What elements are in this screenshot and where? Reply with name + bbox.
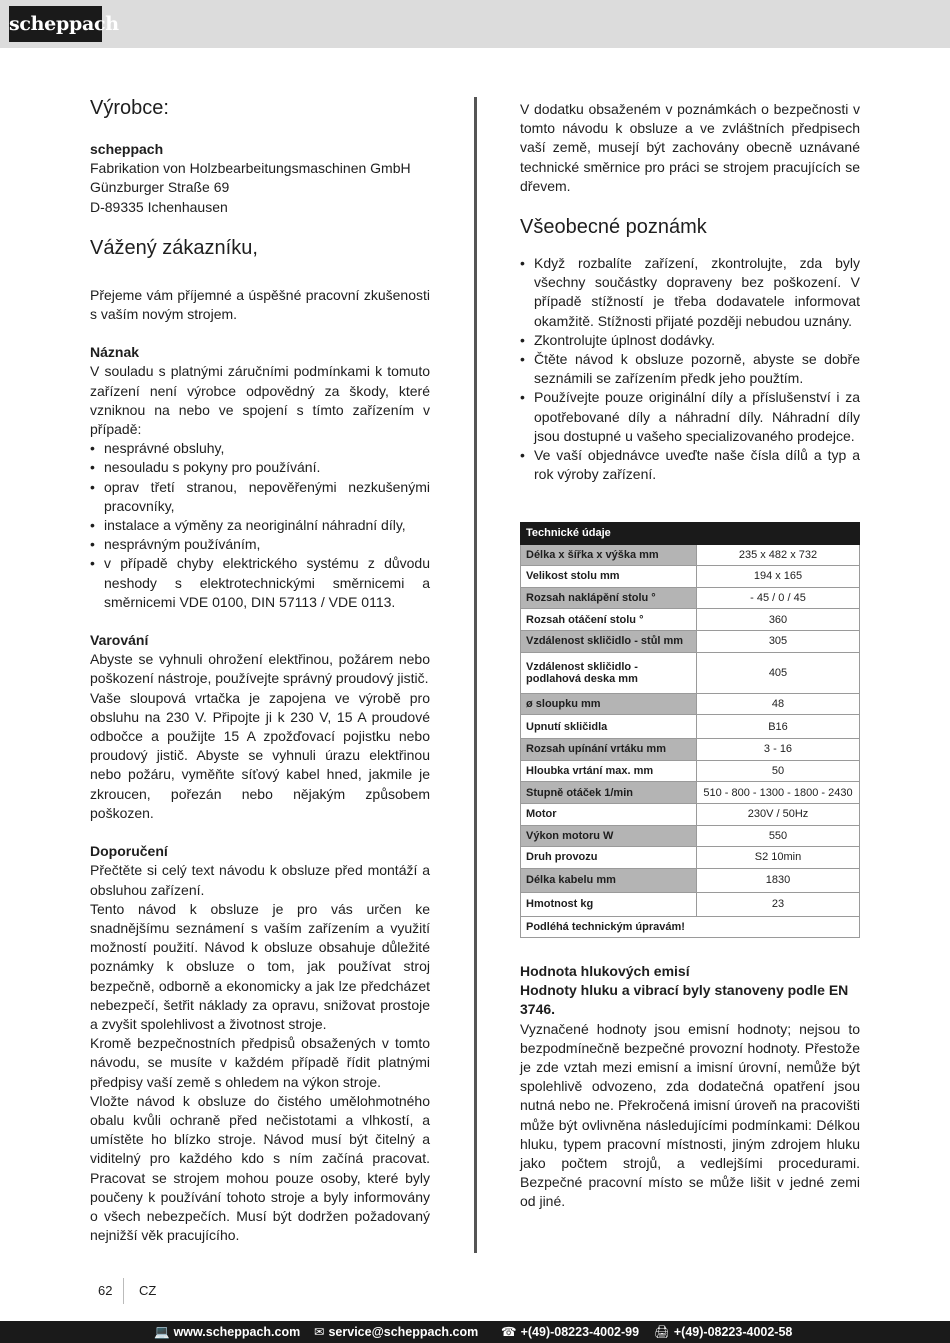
noise-heading: Hodnota hlukových emisí bbox=[520, 963, 690, 979]
noise-section bbox=[520, 962, 860, 1212]
list-item: • Ve vaší objednávce uveďte naše čísla dílů a typ a rok výroby zařízení. bbox=[520, 446, 860, 484]
table-row-label: ø sloupku mm bbox=[521, 693, 697, 715]
greeting-heading: Vážený zákazníku, bbox=[90, 236, 258, 259]
footer-website-text: www.scheppach.com bbox=[173, 1325, 301, 1339]
table-row-label: Hloubka vrtání max. mm bbox=[521, 760, 697, 782]
list-item: • oprav třetí stranou, nepověřenými nezkušenými pracovníky, bbox=[90, 478, 430, 516]
column-divider bbox=[474, 97, 477, 1253]
recommend-paragraph: Kromě bezpečnostních předpisů obsažených v tomto návodu, se musíte v každém případě řídit platnými předpisy vaší země s ohledem na výkon stroje. bbox=[90, 1035, 430, 1090]
intro-text: V dodatku obsaženém v poznámkách o bezpečnosti v tomto návodu k obsluze a ve zvláštních předpisech vaší země, musejí být zachovány obecně uznávané technické směrnice pro práci se strojem pracujících se dřevem. bbox=[520, 101, 860, 194]
list-item: • Zkontrolujte úplnost dodávky. bbox=[520, 331, 860, 350]
page-number-divider bbox=[123, 1278, 124, 1304]
footer-fax-text: +(49)-08223-4002-58 bbox=[673, 1325, 793, 1339]
footer-fax bbox=[654, 1321, 792, 1343]
table-row-label: Druh provozu bbox=[521, 847, 697, 869]
footer-email-text: service@scheppach.com bbox=[328, 1325, 479, 1339]
header-bar bbox=[0, 0, 950, 48]
footer-phone bbox=[501, 1321, 639, 1343]
list-item: • Když rozbalíte zařízení, zkontrolujte, zda byly všechny součástky dopraveny bez poškození. V případě stížností je třeba dodavatele informovat okamžitě. Stížnosti přijaté později nebudou uznány. bbox=[520, 254, 860, 331]
general-list bbox=[520, 254, 860, 484]
page-language: CZ bbox=[139, 1283, 157, 1298]
footer-bar bbox=[0, 1321, 950, 1343]
brand-name: scheppach bbox=[90, 141, 164, 157]
table-row-value: 3 - 16 bbox=[697, 739, 860, 761]
footer-phone-text: +(49)-08223-4002-99 bbox=[520, 1325, 640, 1339]
table-row-value: 405 bbox=[697, 652, 860, 693]
table-row-value: B16 bbox=[697, 715, 860, 739]
table-row-label: Délka kabelu mm bbox=[521, 868, 697, 892]
fax-icon: 🖨 bbox=[654, 1325, 670, 1339]
recommend-heading: Doporučení bbox=[90, 843, 168, 860]
note-list bbox=[90, 439, 430, 612]
warning-heading: Varování bbox=[90, 632, 149, 649]
table-row-label: Rozsah upínání vrtáku mm bbox=[521, 739, 697, 761]
address-line: Günzburger Straße 69 bbox=[90, 179, 230, 196]
phone-icon: ☎ bbox=[501, 1325, 517, 1339]
noise-subheading: Hodnoty hluku a vibrací byly stanoveny podle EN 3746. bbox=[520, 982, 849, 1018]
table-row-value: 194 x 165 bbox=[697, 566, 860, 588]
table-row-value: 1830 bbox=[697, 868, 860, 892]
table-row-label: Upnutí skličidla bbox=[521, 715, 697, 739]
table-row-value: 48 bbox=[697, 693, 860, 715]
footer-website[interactable] bbox=[154, 1321, 300, 1343]
table-row-label: Rozsah naklápění stolu ° bbox=[521, 587, 697, 609]
mail-icon: ✉ bbox=[314, 1325, 325, 1339]
list-item: • instalace a výměny za neoriginální náhradní díly, bbox=[90, 516, 430, 535]
table-row-value: 230V / 50Hz bbox=[697, 803, 860, 825]
table-row-label: Rozsah otáčení stolu ° bbox=[521, 609, 697, 631]
table-row-label: Vzdálenost skličidlo - podlahová deska mm bbox=[521, 652, 697, 693]
greeting-text: Přejeme vám příjemné a úspěšné pracovní zkušenosti s vaším novým strojem. bbox=[90, 286, 430, 323]
list-item: • nesouladu s pokyny pro používání. bbox=[90, 458, 430, 477]
monitor-icon: 💻 bbox=[154, 1325, 170, 1339]
recommend-paragraph: Tento návod k obsluze je pro vás určen ke snadnějšímu seznámení s vaším zařízením a využití možností použití. Návod k obsluze obsahuje důležité poznámky k obsluze o tom, jak používat stroj bezpečně, odborně a ekonomicky a jak lze předcházet nebezpečí, šetřit náklady za opravu, snižovat prostoje a zvyšit spolehlivost a životnost stroje. bbox=[90, 900, 430, 1032]
manufacturer-heading: Výrobce: bbox=[90, 97, 169, 119]
address-line: Fabrikation von Holzbearbeitungsmaschinen GmbH bbox=[90, 160, 411, 177]
table-row-label: Délka x šířka x výška mm bbox=[521, 544, 697, 566]
table-row-label: Vzdálenost skličidlo - stůl mm bbox=[521, 630, 697, 652]
table-row-value: 50 bbox=[697, 760, 860, 782]
list-item: • Používejte pouze originální díly a příslušenství i za opotřebované díly a náhradní díly. Náhradní díly jsou dostupné u vašeho specializovaného prodejce. bbox=[520, 388, 860, 446]
noise-text: Vyznačené hodnoty jsou emisní hodnoty; nejsou to bezpodmínečně bezpečné provozní hodnoty. Přestože je zde vztah mezi emisní a imisní úrovní, nemůže být spolehlivě odvozeno, zda dodatečná opatření jsou nutná nebo ne. Překročená imisní úroveň na pracovišti může být ovlivněna následujícími podmínkami: Délkou hluku, typem pracovní místnosti, jiným zdrojem hluku jako počtem strojů, a vedlejšími procedurami. Bezpečné pracovní místo se může lišit v jedné zemi od jiné. bbox=[520, 1020, 860, 1210]
footer-email[interactable] bbox=[314, 1321, 478, 1343]
table-row-value: 550 bbox=[697, 825, 860, 847]
table-row-label: Stupně otáček 1/min bbox=[521, 782, 697, 804]
warning-paragraph: Abyste se vyhnuli ohrožení elektřinou, požárem nebo poškození nástroje, používejte správný proudový jistič. bbox=[90, 651, 430, 687]
tech-table-footnote: Podléhá technickým úpravám! bbox=[521, 916, 860, 938]
table-row-value: - 45 / 0 / 45 bbox=[697, 587, 860, 609]
table-row-label: Motor bbox=[521, 803, 697, 825]
recommend-paragraph: Vložte návod k obsluze do čistého umělohmotného obalu kvůli ochraně před nečistotami a vlhkostí, a umístěte ho blízko stroje. Návod musí být čitelný a viditelný pro každého kdo s ním začíná pracovat. Pracovat se strojem mohou pouze osoby, které byly poučeny k používání tohoto stroje a byly informovány o všech nebezpečích. Musí být dodržen požadovaný nejnižší věk pracujícího. bbox=[90, 1092, 430, 1244]
list-item: • nesprávným používáním, bbox=[90, 535, 430, 554]
list-item: • v případě chyby elektrického systému z důvodu neshody s elektrotechnickými směrnicemi a směrnicemi VDE 0100, DIN 57113 / VDE 0113. bbox=[90, 554, 430, 612]
general-heading: Všeobecné poznámk bbox=[520, 216, 707, 239]
left-column bbox=[90, 96, 430, 1245]
table-row-label: Velikost stolu mm bbox=[521, 566, 697, 588]
table-row-value: 510 - 800 - 1300 - 1800 - 2430 bbox=[697, 782, 860, 804]
recommend-paragraph: Přečtěte si celý text návodu k obsluze před montáží a obsluhou zařízení. bbox=[90, 862, 430, 898]
table-row-label: Výkon motoru W bbox=[521, 825, 697, 847]
right-column bbox=[520, 100, 860, 484]
address-line: D-89335 Ichenhausen bbox=[90, 198, 228, 215]
table-row-value: 305 bbox=[697, 630, 860, 652]
page-number: 62 bbox=[98, 1283, 113, 1298]
table-row-value: 235 x 482 x 732 bbox=[697, 544, 860, 566]
table-row-value: 360 bbox=[697, 609, 860, 631]
table-row-value: S2 10min bbox=[697, 847, 860, 869]
table-row-label: Hmotnost kg bbox=[521, 892, 697, 916]
warning-paragraph: Vaše sloupová vrtačka je zapojena ve výrobě pro obsluhu na 230 V. Připojte ji k 230 V, 15 A proudové odbočce a použijte 15 A zpožďovací pojistku nebo proudový jistič. Abyste se vyhnuli úrazu elektřinou nebo požáru, vyměňte síťový kabel hned, jakmile je zkroucen, pořezán nebo nějakým způsobem poškozen. bbox=[90, 689, 430, 821]
note-text: V souladu s platnými záručními podmínkami k tomuto zařízení není výrobce odpovědný za škody, které vzniknou na nebo ve spojení s tímto zařízením v případě: bbox=[90, 363, 430, 438]
list-item: • Čtěte návod k obsluze pozorně, abyste se dobře seznámili se zařízením předk jeho použtím. bbox=[520, 350, 860, 388]
tech-table-title: Technické údaje bbox=[521, 523, 860, 545]
note-heading: Náznak bbox=[90, 344, 140, 361]
tech-table bbox=[520, 522, 860, 938]
table-row-value: 23 bbox=[697, 892, 860, 916]
brand-logo: scheppach bbox=[9, 6, 102, 42]
list-item: • nesprávné obsluhy, bbox=[90, 439, 430, 458]
